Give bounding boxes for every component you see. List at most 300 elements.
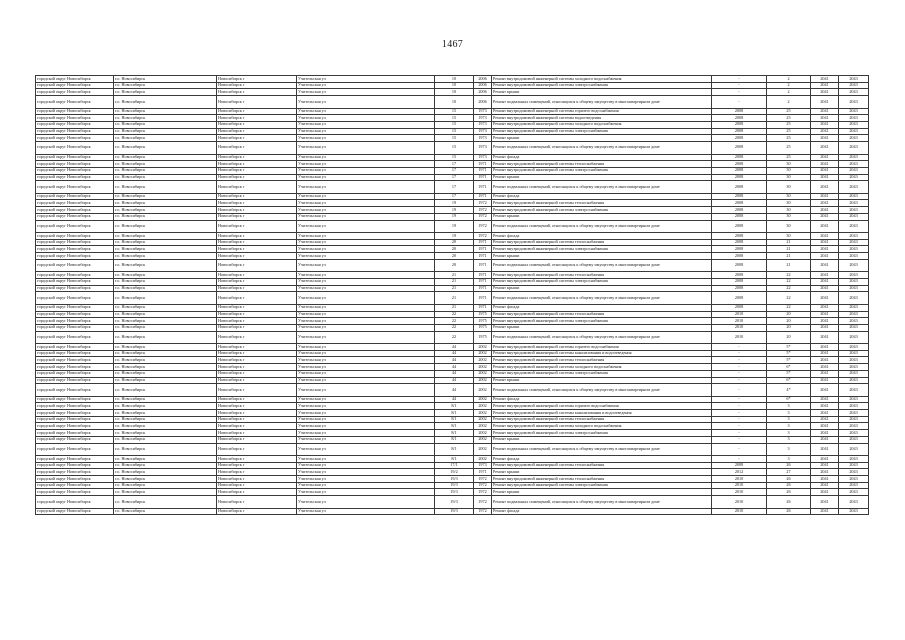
plan-end-cell: 2043	[839, 370, 869, 377]
settlement-cell: Новосибирск г	[217, 213, 297, 220]
last-repair-year-cell: 2008	[712, 121, 767, 128]
house-number-cell: 19	[435, 207, 474, 214]
street-cell: Учительская ул	[297, 128, 435, 135]
gorod-cell: г.о. Новосибирск	[114, 154, 217, 161]
okrug-cell: городской округ Новосибирск	[36, 207, 114, 214]
plan-end-cell: 2043	[839, 193, 869, 200]
gorod-cell: г.о. Новосибирск	[114, 364, 217, 371]
last-repair-year-cell: -	[712, 436, 767, 443]
wear-cell: 26	[767, 462, 811, 469]
plan-start-cell: 2041	[811, 318, 839, 325]
wear-cell: 5*	[767, 357, 811, 364]
okrug-cell: городской округ Новосибирск	[36, 377, 114, 384]
build-year-cell: 2002	[474, 370, 492, 377]
house-number-cell: 19/3	[435, 476, 474, 483]
house-number-cell: 17/1	[435, 462, 474, 469]
house-number-cell: 19/3	[435, 482, 474, 489]
wear-cell: 5*	[767, 344, 811, 351]
street-cell: Учительская ул	[297, 82, 435, 89]
house-number-cell: 15	[435, 142, 474, 155]
last-repair-year-cell: 2008	[712, 278, 767, 285]
plan-end-cell: 2043	[839, 344, 869, 351]
last-repair-year-cell: 2008	[712, 161, 767, 168]
gorod-cell: г.о. Новосибирск	[114, 311, 217, 318]
work-type-cell: Ремонт внутридомовой инженерной системы электроснабжения	[492, 207, 712, 214]
wear-cell: 25	[767, 142, 811, 155]
plan-end-cell: 2043	[839, 469, 869, 476]
house-number-cell: 10	[435, 76, 474, 83]
street-cell: Учительская ул	[297, 181, 435, 194]
gorod-cell: г.о. Новосибирск	[114, 462, 217, 469]
gorod-cell: г.о. Новосибирск	[114, 142, 217, 155]
house-number-cell: 8/1	[435, 410, 474, 417]
plan-start-cell: 2041	[811, 410, 839, 417]
gorod-cell: г.о. Новосибирск	[114, 344, 217, 351]
settlement-cell: Новосибирск г	[217, 311, 297, 318]
settlement-cell: Новосибирск г	[217, 82, 297, 89]
settlement-cell: Новосибирск г	[217, 496, 297, 509]
street-cell: Учительская ул	[297, 403, 435, 410]
street-cell: Учительская ул	[297, 161, 435, 168]
plan-start-cell: 2041	[811, 259, 839, 272]
last-repair-year-cell: 2008	[712, 135, 767, 142]
okrug-cell: городской округ Новосибирск	[36, 324, 114, 331]
okrug-cell: городской округ Новосибирск	[36, 364, 114, 371]
house-number-cell: 8/1	[435, 443, 474, 456]
plan-start-cell: 2041	[811, 370, 839, 377]
table-row	[36, 96, 869, 109]
plan-end-cell: 2043	[839, 410, 869, 417]
wear-cell: 20	[767, 324, 811, 331]
okrug-cell: городской округ Новосибирск	[36, 476, 114, 483]
work-type-cell: Ремонт фасада	[492, 456, 712, 463]
okrug-cell: городской округ Новосибирск	[36, 436, 114, 443]
build-year-cell: 1971	[474, 285, 492, 292]
table-row	[36, 324, 869, 331]
table-row	[36, 357, 869, 364]
last-repair-year-cell: -	[712, 89, 767, 96]
wear-cell: 25	[767, 135, 811, 142]
settlement-cell: Новосибирск г	[217, 76, 297, 83]
plan-start-cell: 2041	[811, 233, 839, 240]
settlement-cell: Новосибирск г	[217, 410, 297, 417]
house-number-cell: 15	[435, 135, 474, 142]
settlement-cell: Новосибирск г	[217, 246, 297, 253]
okrug-cell: городской округ Новосибирск	[36, 167, 114, 174]
street-cell: Учительская ул	[297, 272, 435, 279]
work-type-cell: Ремонт внутридомовой инженерной системы канализования и водоотведения	[492, 410, 712, 417]
work-type-cell: Ремонт крыши	[492, 174, 712, 181]
plan-end-cell: 2043	[839, 357, 869, 364]
last-repair-year-cell: -	[712, 423, 767, 430]
build-year-cell: 1973	[474, 121, 492, 128]
wear-cell: 21	[767, 253, 811, 260]
last-repair-year-cell: 2008	[712, 292, 767, 305]
wear-cell: 27	[767, 469, 811, 476]
last-repair-year-cell: 2008	[712, 154, 767, 161]
house-number-cell: 8/1	[435, 423, 474, 430]
wear-cell: 21	[767, 239, 811, 246]
house-number-cell: 44	[435, 396, 474, 403]
last-repair-year-cell: 2010	[712, 489, 767, 496]
plan-start-cell: 2041	[811, 89, 839, 96]
wear-cell: 30	[767, 181, 811, 194]
work-type-cell: Ремонт крыши	[492, 377, 712, 384]
build-year-cell: 1971	[474, 239, 492, 246]
build-year-cell: 1975	[474, 324, 492, 331]
plan-end-cell: 2043	[839, 213, 869, 220]
wear-cell: 30	[767, 213, 811, 220]
table-row	[36, 456, 869, 463]
plan-start-cell: 2041	[811, 278, 839, 285]
house-number-cell: 17	[435, 174, 474, 181]
build-year-cell: 1971	[474, 193, 492, 200]
table-row	[36, 239, 869, 246]
build-year-cell: 2006	[474, 82, 492, 89]
wear-cell: 3	[767, 410, 811, 417]
gorod-cell: г.о. Новосибирск	[114, 350, 217, 357]
plan-start-cell: 2041	[811, 181, 839, 194]
street-cell: Учительская ул	[297, 76, 435, 83]
wear-cell: 25	[767, 121, 811, 128]
build-year-cell: 2002	[474, 403, 492, 410]
last-repair-year-cell: -	[712, 364, 767, 371]
settlement-cell: Новосибирск г	[217, 396, 297, 403]
street-cell: Учительская ул	[297, 456, 435, 463]
table-row	[36, 167, 869, 174]
gorod-cell: г.о. Новосибирск	[114, 108, 217, 115]
gorod-cell: г.о. Новосибирск	[114, 193, 217, 200]
house-number-cell: 20	[435, 246, 474, 253]
settlement-cell: Новосибирск г	[217, 161, 297, 168]
wear-cell: 2	[767, 96, 811, 109]
okrug-cell: городской округ Новосибирск	[36, 96, 114, 109]
wear-cell: 22	[767, 292, 811, 305]
okrug-cell: городской округ Новосибирск	[36, 259, 114, 272]
work-type-cell: Ремонт крыши	[492, 436, 712, 443]
house-number-cell: 22	[435, 324, 474, 331]
work-type-cell: Ремонт внутридомовой инженерной системы горячего водоснабжения	[492, 403, 712, 410]
plan-end-cell: 2043	[839, 508, 869, 515]
wear-cell: 22	[767, 285, 811, 292]
wear-cell: 26	[767, 476, 811, 483]
street-cell: Учительская ул	[297, 344, 435, 351]
gorod-cell: г.о. Новосибирск	[114, 476, 217, 483]
work-type-cell: Ремонт внутридомовой инженерной системы электроснабжения	[492, 318, 712, 325]
okrug-cell: городской округ Новосибирск	[36, 384, 114, 397]
street-cell: Учительская ул	[297, 193, 435, 200]
last-repair-year-cell: 2012	[712, 469, 767, 476]
table-row	[36, 489, 869, 496]
gorod-cell: г.о. Новосибирск	[114, 272, 217, 279]
last-repair-year-cell: 2008	[712, 167, 767, 174]
plan-end-cell: 2043	[839, 285, 869, 292]
plan-start-cell: 2041	[811, 121, 839, 128]
plan-start-cell: 2041	[811, 213, 839, 220]
gorod-cell: г.о. Новосибирск	[114, 469, 217, 476]
plan-start-cell: 2041	[811, 456, 839, 463]
wear-cell: 25	[767, 108, 811, 115]
street-cell: Учительская ул	[297, 233, 435, 240]
last-repair-year-cell: -	[712, 370, 767, 377]
plan-start-cell: 2041	[811, 462, 839, 469]
wear-cell: 4*	[767, 384, 811, 397]
plan-end-cell: 2043	[839, 436, 869, 443]
wear-cell: 25	[767, 128, 811, 135]
house-number-cell: 10	[435, 96, 474, 109]
work-type-cell: Ремонт внутридомовой инженерной системы горячего водоснабжения	[492, 344, 712, 351]
build-year-cell: 1975	[474, 331, 492, 344]
work-type-cell: Ремонт внутридомовой инженерной системы электроснабжения	[492, 430, 712, 437]
plan-end-cell: 2043	[839, 423, 869, 430]
wear-cell: 3	[767, 423, 811, 430]
okrug-cell: городской округ Новосибирск	[36, 115, 114, 122]
table-row	[36, 318, 869, 325]
gorod-cell: г.о. Новосибирск	[114, 253, 217, 260]
last-repair-year-cell: -	[712, 430, 767, 437]
gorod-cell: г.о. Новосибирск	[114, 259, 217, 272]
house-number-cell: 19/3	[435, 496, 474, 509]
settlement-cell: Новосибирск г	[217, 384, 297, 397]
table-row	[36, 436, 869, 443]
work-type-cell: Ремонт крыши	[492, 253, 712, 260]
gorod-cell: г.о. Новосибирск	[114, 357, 217, 364]
work-type-cell: Ремонт крыши	[492, 324, 712, 331]
plan-start-cell: 2041	[811, 220, 839, 233]
plan-end-cell: 2043	[839, 239, 869, 246]
plan-start-cell: 2041	[811, 285, 839, 292]
plan-start-cell: 2041	[811, 508, 839, 515]
capital-repair-table	[35, 75, 869, 515]
plan-start-cell: 2041	[811, 436, 839, 443]
table-row	[36, 410, 869, 417]
settlement-cell: Новосибирск г	[217, 462, 297, 469]
build-year-cell: 2002	[474, 364, 492, 371]
plan-start-cell: 2041	[811, 482, 839, 489]
gorod-cell: г.о. Новосибирск	[114, 161, 217, 168]
okrug-cell: городской округ Новосибирск	[36, 135, 114, 142]
wear-cell: 26	[767, 489, 811, 496]
wear-cell: 3	[767, 416, 811, 423]
last-repair-year-cell: -	[712, 443, 767, 456]
plan-end-cell: 2043	[839, 128, 869, 135]
plan-end-cell: 2043	[839, 76, 869, 83]
street-cell: Учительская ул	[297, 304, 435, 311]
okrug-cell: городской округ Новосибирск	[36, 410, 114, 417]
table-row	[36, 384, 869, 397]
work-type-cell: Ремонт внутридомовой инженерной системы электроснабжения	[492, 482, 712, 489]
plan-end-cell: 2043	[839, 318, 869, 325]
last-repair-year-cell: -	[712, 377, 767, 384]
wear-cell: 20	[767, 331, 811, 344]
street-cell: Учительская ул	[297, 96, 435, 109]
gorod-cell: г.о. Новосибирск	[114, 456, 217, 463]
okrug-cell: городской округ Новосибирск	[36, 233, 114, 240]
build-year-cell: 1972	[474, 200, 492, 207]
house-number-cell: 22	[435, 331, 474, 344]
house-number-cell: 44	[435, 384, 474, 397]
work-type-cell: Ремонт крыши	[492, 469, 712, 476]
gorod-cell: г.о. Новосибирск	[114, 508, 217, 515]
settlement-cell: Новосибирск г	[217, 489, 297, 496]
okrug-cell: городской округ Новосибирск	[36, 370, 114, 377]
settlement-cell: Новосибирск г	[217, 278, 297, 285]
wear-cell: 26	[767, 508, 811, 515]
house-number-cell: 21	[435, 278, 474, 285]
build-year-cell: 2006	[474, 96, 492, 109]
okrug-cell: городской округ Новосибирск	[36, 285, 114, 292]
house-number-cell: 44	[435, 344, 474, 351]
table-row	[36, 161, 869, 168]
work-type-cell: Ремонт подвальных помещений, относящихся к общему имуществу в многоквартирном доме	[492, 384, 712, 397]
last-repair-year-cell: 2010	[712, 318, 767, 325]
plan-end-cell: 2043	[839, 174, 869, 181]
plan-start-cell: 2041	[811, 364, 839, 371]
plan-end-cell: 2043	[839, 416, 869, 423]
work-type-cell: Ремонт подвальных помещений, относящихся к общему имуществу в многоквартирном доме	[492, 496, 712, 509]
work-type-cell: Ремонт крыши	[492, 285, 712, 292]
plan-start-cell: 2041	[811, 154, 839, 161]
last-repair-year-cell: 2010	[712, 324, 767, 331]
table-row	[36, 207, 869, 214]
last-repair-year-cell: 2010	[712, 476, 767, 483]
table-row	[36, 430, 869, 437]
plan-start-cell: 2041	[811, 193, 839, 200]
plan-start-cell: 2041	[811, 357, 839, 364]
plan-end-cell: 2043	[839, 121, 869, 128]
house-number-cell: 20	[435, 239, 474, 246]
okrug-cell: городской округ Новосибирск	[36, 344, 114, 351]
last-repair-year-cell: 2008	[712, 253, 767, 260]
okrug-cell: городской округ Новосибирск	[36, 220, 114, 233]
settlement-cell: Новосибирск г	[217, 96, 297, 109]
build-year-cell: 1973	[474, 115, 492, 122]
wear-cell: 30	[767, 193, 811, 200]
settlement-cell: Новосибирск г	[217, 108, 297, 115]
last-repair-year-cell: 2008	[712, 272, 767, 279]
plan-end-cell: 2043	[839, 135, 869, 142]
street-cell: Учительская ул	[297, 292, 435, 305]
table-row	[36, 82, 869, 89]
okrug-cell: городской округ Новосибирск	[36, 403, 114, 410]
okrug-cell: городской округ Новосибирск	[36, 193, 114, 200]
work-type-cell: Ремонт внутридомовой инженерной системы теплоснабжения	[492, 476, 712, 483]
table-row	[36, 443, 869, 456]
plan-end-cell: 2043	[839, 82, 869, 89]
okrug-cell: городской округ Новосибирск	[36, 482, 114, 489]
work-type-cell: Ремонт внутридомовой инженерной системы холодного водоснабжения	[492, 364, 712, 371]
wear-cell: 5*	[767, 370, 811, 377]
table-row	[36, 278, 869, 285]
gorod-cell: г.о. Новосибирск	[114, 377, 217, 384]
last-repair-year-cell: -	[712, 350, 767, 357]
work-type-cell: Ремонт фасада	[492, 193, 712, 200]
work-type-cell: Ремонт внутридомовой инженерной системы теплоснабжения	[492, 200, 712, 207]
house-number-cell: 17	[435, 181, 474, 194]
plan-end-cell: 2043	[839, 89, 869, 96]
plan-start-cell: 2041	[811, 115, 839, 122]
table-row	[36, 508, 869, 515]
build-year-cell: 1971	[474, 292, 492, 305]
build-year-cell: 2002	[474, 430, 492, 437]
last-repair-year-cell: 2008	[712, 207, 767, 214]
last-repair-year-cell: 2008	[712, 246, 767, 253]
house-number-cell: 19	[435, 220, 474, 233]
table-row	[36, 142, 869, 155]
build-year-cell: 1973	[474, 135, 492, 142]
work-type-cell: Ремонт фасада	[492, 304, 712, 311]
work-type-cell: Ремонт крыши	[492, 135, 712, 142]
gorod-cell: г.о. Новосибирск	[114, 370, 217, 377]
plan-start-cell: 2041	[811, 496, 839, 509]
work-type-cell: Ремонт внутридомовой инженерной системы теплоснабжения	[492, 161, 712, 168]
house-number-cell: 17	[435, 167, 474, 174]
table-row	[36, 220, 869, 233]
settlement-cell: Новосибирск г	[217, 508, 297, 515]
wear-cell: 25	[767, 154, 811, 161]
plan-start-cell: 2041	[811, 272, 839, 279]
settlement-cell: Новосибирск г	[217, 193, 297, 200]
street-cell: Учительская ул	[297, 350, 435, 357]
settlement-cell: Новосибирск г	[217, 121, 297, 128]
house-number-cell: 10	[435, 89, 474, 96]
plan-end-cell: 2043	[839, 350, 869, 357]
work-type-cell: Ремонт подвальных помещений, относящихся к общему имуществу в многоквартирном доме	[492, 259, 712, 272]
street-cell: Учительская ул	[297, 174, 435, 181]
street-cell: Учительская ул	[297, 200, 435, 207]
plan-end-cell: 2043	[839, 161, 869, 168]
table-body	[36, 76, 869, 515]
plan-start-cell: 2041	[811, 128, 839, 135]
gorod-cell: г.о. Новосибирск	[114, 121, 217, 128]
settlement-cell: Новосибирск г	[217, 423, 297, 430]
table-row	[36, 403, 869, 410]
street-cell: Учительская ул	[297, 364, 435, 371]
street-cell: Учительская ул	[297, 430, 435, 437]
table-row	[36, 121, 869, 128]
work-type-cell: Ремонт крыши	[492, 489, 712, 496]
wear-cell: 2	[767, 82, 811, 89]
work-type-cell: Ремонт внутридомовой инженерной системы теплоснабжения	[492, 272, 712, 279]
house-number-cell: 19/3	[435, 489, 474, 496]
build-year-cell: 1971	[474, 304, 492, 311]
work-type-cell: Ремонт фасада	[492, 154, 712, 161]
plan-start-cell: 2041	[811, 476, 839, 483]
plan-start-cell: 2041	[811, 292, 839, 305]
plan-start-cell: 2041	[811, 443, 839, 456]
build-year-cell: 1972	[474, 508, 492, 515]
settlement-cell: Новосибирск г	[217, 318, 297, 325]
last-repair-year-cell: 2008	[712, 259, 767, 272]
build-year-cell: 2002	[474, 377, 492, 384]
plan-start-cell: 2041	[811, 76, 839, 83]
build-year-cell: 2002	[474, 396, 492, 403]
house-number-cell: 8/1	[435, 456, 474, 463]
plan-end-cell: 2043	[839, 496, 869, 509]
plan-start-cell: 2041	[811, 200, 839, 207]
last-repair-year-cell: -	[712, 396, 767, 403]
work-type-cell: Ремонт внутридомовой инженерной системы электроснабжения	[492, 167, 712, 174]
street-cell: Учительская ул	[297, 476, 435, 483]
settlement-cell: Новосибирск г	[217, 285, 297, 292]
settlement-cell: Новосибирск г	[217, 350, 297, 357]
house-number-cell: 19	[435, 213, 474, 220]
table-row	[36, 89, 869, 96]
gorod-cell: г.о. Новосибирск	[114, 278, 217, 285]
build-year-cell: 1971	[474, 174, 492, 181]
settlement-cell: Новосибирск г	[217, 324, 297, 331]
gorod-cell: г.о. Новосибирск	[114, 233, 217, 240]
